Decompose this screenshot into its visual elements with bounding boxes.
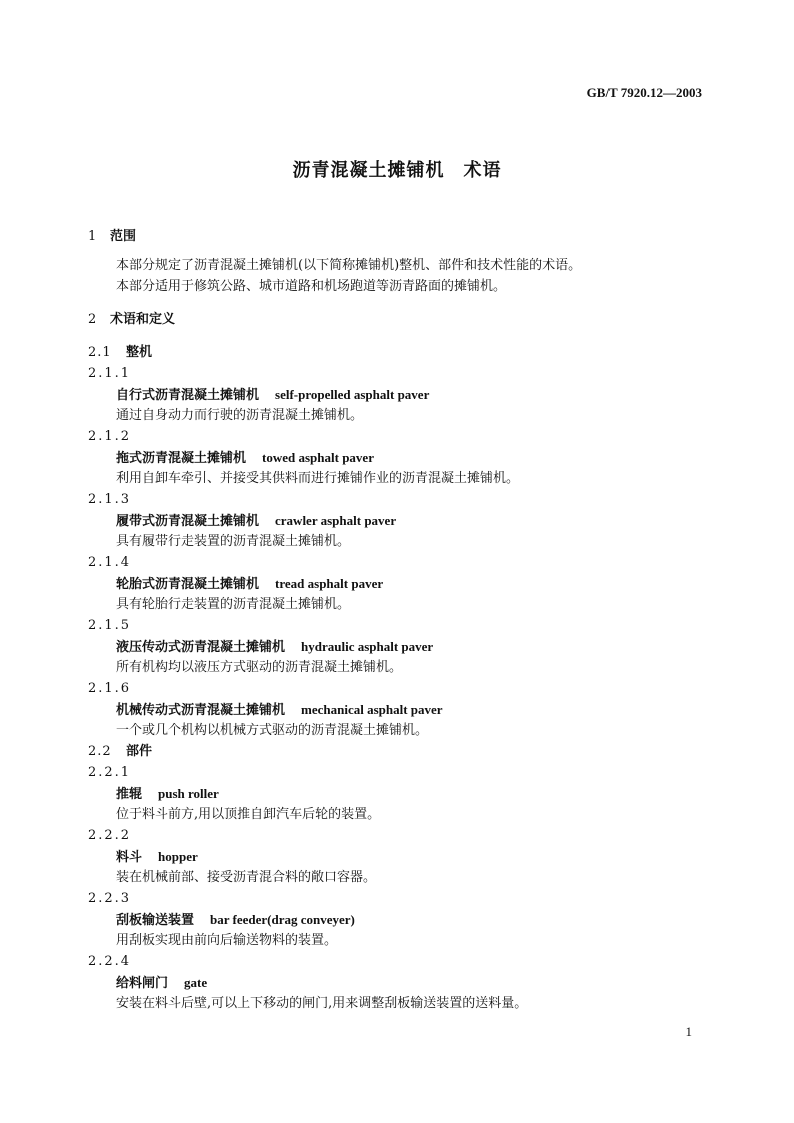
- term-zh: 推辊: [116, 787, 143, 802]
- term-heading: [88, 783, 708, 804]
- term-en: towed asphalt paver: [262, 450, 374, 465]
- term-zh: 自行式沥青混凝土摊铺机: [116, 388, 260, 403]
- term-zh: 拖式沥青混凝土摊铺机: [116, 451, 247, 466]
- term-heading: [88, 909, 708, 930]
- term-heading: [88, 636, 708, 657]
- term-en: tread asphalt paver: [275, 576, 384, 591]
- subsection-title: 整机: [126, 345, 153, 360]
- term-definition: 具有轮胎行走装置的沥青混凝土摊铺机。: [116, 597, 351, 612]
- term-number: 2.2.1: [88, 765, 132, 780]
- term-number: 2.2.4: [88, 954, 132, 969]
- term-number: 2.1.5: [88, 618, 132, 633]
- document-title: 沥青混凝土摊铺机 术语: [292, 160, 502, 181]
- term-en: mechanical asphalt paver: [301, 702, 443, 717]
- term-heading: [88, 447, 708, 468]
- page-number: 1: [685, 1024, 692, 1039]
- term-definition: 所有机构均以液压方式驱动的沥青混凝土摊铺机。: [116, 660, 403, 675]
- scope-paragraph-2: 本部分适用于修筑公路、城市道路和机场跑道等沥青路面的摊铺机。: [116, 279, 507, 294]
- subsection-number: 2.1: [88, 345, 112, 360]
- term-zh: 料斗: [116, 850, 143, 865]
- term-definition: 通过自身动力而行驶的沥青混凝土摊铺机。: [116, 408, 364, 423]
- term-en: hopper: [158, 849, 198, 864]
- term-zh: 刮板输送装置: [116, 913, 195, 928]
- term-definition: 安装在料斗后壁,可以上下移动的闸门,用来调整刮板输送装置的送料量。: [116, 996, 528, 1011]
- term-heading: [88, 573, 708, 594]
- scope-paragraph-1: 本部分规定了沥青混凝土摊铺机(以下简称摊铺机)整机、部件和技术性能的术语。: [116, 258, 582, 273]
- term-definition: 具有履带行走装置的沥青混凝土摊铺机。: [116, 534, 351, 549]
- section-heading-2: [88, 309, 708, 330]
- term-zh: 机械传动式沥青混凝土摊铺机: [116, 703, 286, 718]
- term-en: bar feeder(drag conveyer): [210, 912, 355, 927]
- term-definition: 利用自卸车牵引、并接受其供料而进行摊铺作业的沥青混凝土摊铺机。: [116, 471, 520, 486]
- subsection-number: 2.2: [88, 744, 112, 759]
- term-en: self-propelled asphalt paver: [275, 387, 430, 402]
- term-en: hydraulic asphalt paver: [301, 639, 434, 654]
- term-zh: 液压传动式沥青混凝土摊铺机: [116, 640, 286, 655]
- section-title: 范围: [110, 229, 137, 244]
- document-body: [88, 226, 708, 1014]
- subsection-heading-2-1: [88, 342, 708, 363]
- term-heading: [88, 699, 708, 720]
- term-definition: 一个或几个机构以机械方式驱动的沥青混凝土摊铺机。: [116, 723, 429, 738]
- section-heading-1: [88, 226, 708, 247]
- term-number: 2.1.2: [88, 429, 132, 444]
- term-zh: 给料闸门: [116, 976, 169, 991]
- term-heading: [88, 846, 708, 867]
- term-en: gate: [184, 975, 208, 990]
- standard-code: GB/T 7920.12—2003: [586, 85, 702, 100]
- term-zh: 履带式沥青混凝土摊铺机: [116, 514, 260, 529]
- term-heading: [88, 972, 708, 993]
- term-heading: [88, 510, 708, 531]
- term-definition: 用刮板实现由前向后输送物料的装置。: [116, 933, 338, 948]
- term-number: 2.1.1: [88, 366, 132, 381]
- term-en: push roller: [158, 786, 219, 801]
- term-number: 2.1.4: [88, 555, 132, 570]
- term-definition: 位于料斗前方,用以顶推自卸汽车后轮的装置。: [116, 807, 381, 822]
- subsection-heading-2-2: [88, 741, 708, 762]
- term-zh: 轮胎式沥青混凝土摊铺机: [116, 577, 260, 592]
- term-number: 2.2.2: [88, 828, 132, 843]
- term-number: 2.1.6: [88, 681, 132, 696]
- section-number: 1: [88, 229, 97, 244]
- term-number: 2.1.3: [88, 492, 132, 507]
- section-title: 术语和定义: [110, 312, 176, 327]
- section-number: 2: [88, 312, 97, 327]
- term-en: crawler asphalt paver: [275, 513, 397, 528]
- subsection-title: 部件: [126, 744, 153, 759]
- term-heading: [88, 384, 708, 405]
- term-definition: 装在机械前部、接受沥青混合料的敞口容器。: [116, 870, 377, 885]
- term-number: 2.2.3: [88, 891, 132, 906]
